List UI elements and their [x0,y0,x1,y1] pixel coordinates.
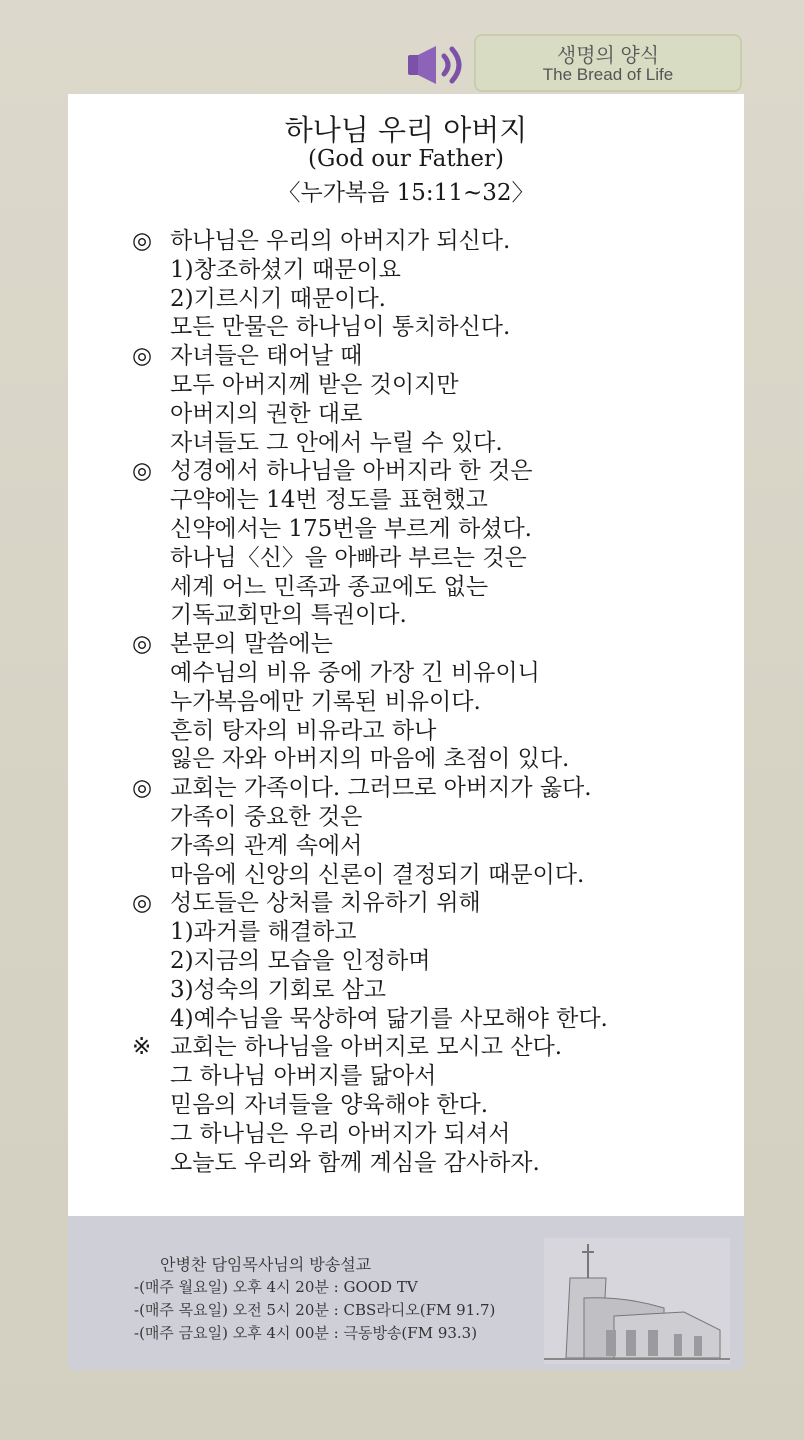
sermon-line-text: 잃은 자와 아버지의 마음에 초점이 있다. [170,746,570,773]
badge-korean-title: 생명의 양식 [556,45,660,67]
sermon-line-text: 아버지의 권한 대로 [170,400,363,427]
sermon-line-text: 신약에서는 175번을 부르게 하셨다. [170,515,532,542]
sermon-line-text: 성도들은 상처를 치유하기 위해 [170,890,481,917]
schedule-friday: -(매주 금요일) 오후 4시 00분 : 극동방송(FM 93.3) [134,1324,478,1342]
sermon-line [132,1033,744,1062]
sermon-line-text: 본문의 말씀에는 [170,631,333,658]
sermon-line-text: 믿음의 자녀들을 양육해야 한다. [170,1091,489,1118]
sermon-paper [68,94,744,1216]
sermon-line-text: 자녀들은 태어날 때 [170,343,363,370]
sermon-line [132,976,744,1005]
bullet-mark: ◎ [132,890,153,917]
sermon-line [132,745,744,774]
sermon-line [132,429,744,458]
sermon-line [132,832,744,861]
sermon-line [132,717,744,746]
sermon-line-text: 그 하나님 아버지를 닮아서 [170,1063,437,1090]
sermon-line-text: 하나님〈신〉을 아빠라 부르는 것은 [170,544,527,571]
sermon-line [132,1091,744,1120]
sermon-title: 하나님 우리 아버지 [284,113,528,147]
schedule-thursday: -(매주 목요일) 오전 5시 20분 : CBS라디오(FM 91.7) [134,1301,496,1319]
bullet-mark: ◎ [132,228,153,254]
sermon-line [132,601,744,630]
sermon-line-text: 예수님의 비유 중에 가장 긴 비유이니 [170,659,540,686]
sermon-line [132,227,744,256]
sermon-line [132,256,744,285]
sermon-body [132,227,744,1177]
scripture-reference: 〈누가복음 15:11~32〉 [277,180,535,206]
sermon-line [132,515,744,544]
sermon-line [132,1005,744,1034]
schedule-monday: -(매주 월요일) 오후 4시 20분 : GOOD TV [134,1278,418,1296]
sermon-line-text: 가족이 중요한 것은 [170,803,363,830]
bullet-mark: ◎ [132,775,153,802]
sermon-line-text: 교회는 가족이다. 그러므로 아버지가 옳다. [170,775,592,802]
sermon-line [132,486,744,515]
church-building-icon [544,1238,730,1364]
sermon-line [132,659,744,688]
sermon-line [132,774,744,803]
sermon-line [132,313,744,342]
sermon-line [132,371,744,400]
sermon-line [132,947,744,976]
sermon-line-text: 2)지금의 모습을 인정하며 [170,947,431,974]
bullet-mark: ◎ [132,343,153,370]
sermon-line-text: 교회는 하나님을 아버지로 모시고 산다. [170,1034,563,1061]
speaker-icon[interactable] [404,42,470,88]
sermon-line [132,861,744,890]
bread-of-life-badge [474,34,742,92]
sermon-line-text: 기독교회만의 특권이다. [170,602,407,629]
sermon-line-text: 모든 만물은 하나님이 통치하신다. [170,314,511,341]
sermon-line [132,803,744,832]
sermon-line [132,573,744,602]
bullet-mark: ◎ [132,631,153,658]
sermon-line-text: 3)성숙의 기회로 삼고 [170,976,386,1003]
sermon-line [132,400,744,429]
sermon-subtitle: (God our Father) [308,146,504,172]
sermon-line [132,1149,744,1178]
sermon-line-text: 4)예수님을 묵상하여 닮기를 사모해야 한다. [170,1005,608,1032]
sermon-line-text: 모두 아버지께 받은 것이지만 [170,371,459,398]
sermon-line [132,285,744,314]
sermon-line-text: 2)기르시기 때문이다. [170,285,386,312]
broadcast-footer [68,1216,744,1370]
sermon-line [132,688,744,717]
sermon-line-text: 1)창조하셨기 때문이요 [170,256,401,283]
sermon-line [132,342,744,371]
sermon-line-text: 1)과거를 해결하고 [170,919,357,946]
bullet-mark: ◎ [132,458,153,485]
sermon-line-text: 그 하나님은 우리 아버지가 되셔서 [170,1120,511,1147]
sermon-line-text: 세계 어느 민족과 종교에도 없는 [170,573,489,600]
sermon-line [132,630,744,659]
sermon-line-text: 마음에 신앙의 신론이 결정되기 때문이다. [170,861,585,888]
broadcast-title: 안병찬 담임목사님의 방송설교 [160,1255,372,1274]
sermon-line [132,889,744,918]
sermon-line-text: 누가복음에만 기록된 비유이다. [170,688,481,715]
sermon-line-text: 흔히 탕자의 비유라고 하나 [170,717,437,744]
sermon-line-text: 가족의 관계 속에서 [170,832,363,859]
sermon-line [132,1062,744,1091]
bullet-mark: ※ [132,1034,152,1061]
sermon-line [132,457,744,486]
sermon-line-text: 구약에는 14번 정도를 표현했고 [170,487,488,514]
sermon-line-text: 오늘도 우리와 함께 계심을 감사하자. [170,1149,540,1176]
badge-english-title: The Bread of Life [542,65,674,84]
sermon-line-text: 자녀들도 그 안에서 누릴 수 있다. [170,429,503,456]
sermon-line [132,544,744,573]
sermon-line [132,1120,744,1149]
sermon-line-text: 성경에서 하나님을 아버지라 한 것은 [170,458,533,485]
sermon-line [132,918,744,947]
sermon-line-text: 하나님은 우리의 아버지가 되신다. [170,228,511,254]
